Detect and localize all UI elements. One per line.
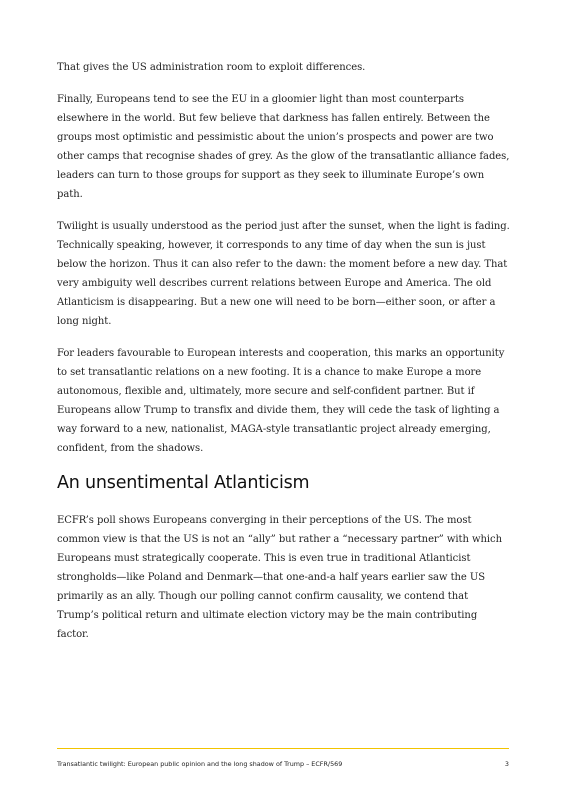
paragraph: For leaders favourable to European interests and cooperation, this marks an opportunity to set transatlantic relations on a new footing. It is a chance to make Europe a more autonomous, flexible and, ultimately, more secure and self-confident partner. But if Europeans allow Trump to transfix and divide them, they will cede the task of lighting a way forward to a new, nationalist, MAGA-style transatlantic project already emerging, confident, from the shadows. <box>57 348 505 454</box>
footer-rule <box>57 748 509 749</box>
section-heading: An unsentimental Atlanticism <box>57 473 310 493</box>
body-text <box>57 58 511 657</box>
paragraph: Twilight is usually understood as the period just after the sunset, when the light is fading. Technically speaking, however, it corresponds to any time of day when the sun is just below the horizon. Thus it can also refer to the dawn: the moment before a new day. That very ambiguity well describes current relations between Europe and America. The old Atlanticism is disappearing. But a new one will need to be born—either soon, or after a long night. <box>57 221 510 327</box>
paragraph: That gives the US administration room to exploit differences. <box>57 62 366 73</box>
paragraph: Finally, Europeans tend to see the EU in a gloomier light than most counterparts elsewhere in the world. But few believe that darkness has fallen entirely. Between the groups most optimistic and pessimistic about the union’s prospects and power are two other camps that recognise shades of grey. As the glow of the transatlantic alliance fades, leaders can turn to those groups for support as they seek to illuminate Europe’s own path. <box>57 94 510 200</box>
footer-title: Transatlantic twilight: European public opinion and the long shadow of Trump – ECFR/569 <box>57 760 343 768</box>
paragraph: ECFR’s poll shows Europeans converging in their perceptions of the US. The most common view is that the US is not an “ally” but rather a “necessary partner” with which Europeans must strategically cooperate. This is even true in traditional Atlanticist strongholds—like Poland and Denmark—that one-and-a half years earlier saw the US primarily as an ally. Though our polling cannot confirm causality, we contend that Trump’s political return and ultimate election victory may be the main contributing factor. <box>57 515 502 640</box>
page-number: 3 <box>504 760 509 768</box>
